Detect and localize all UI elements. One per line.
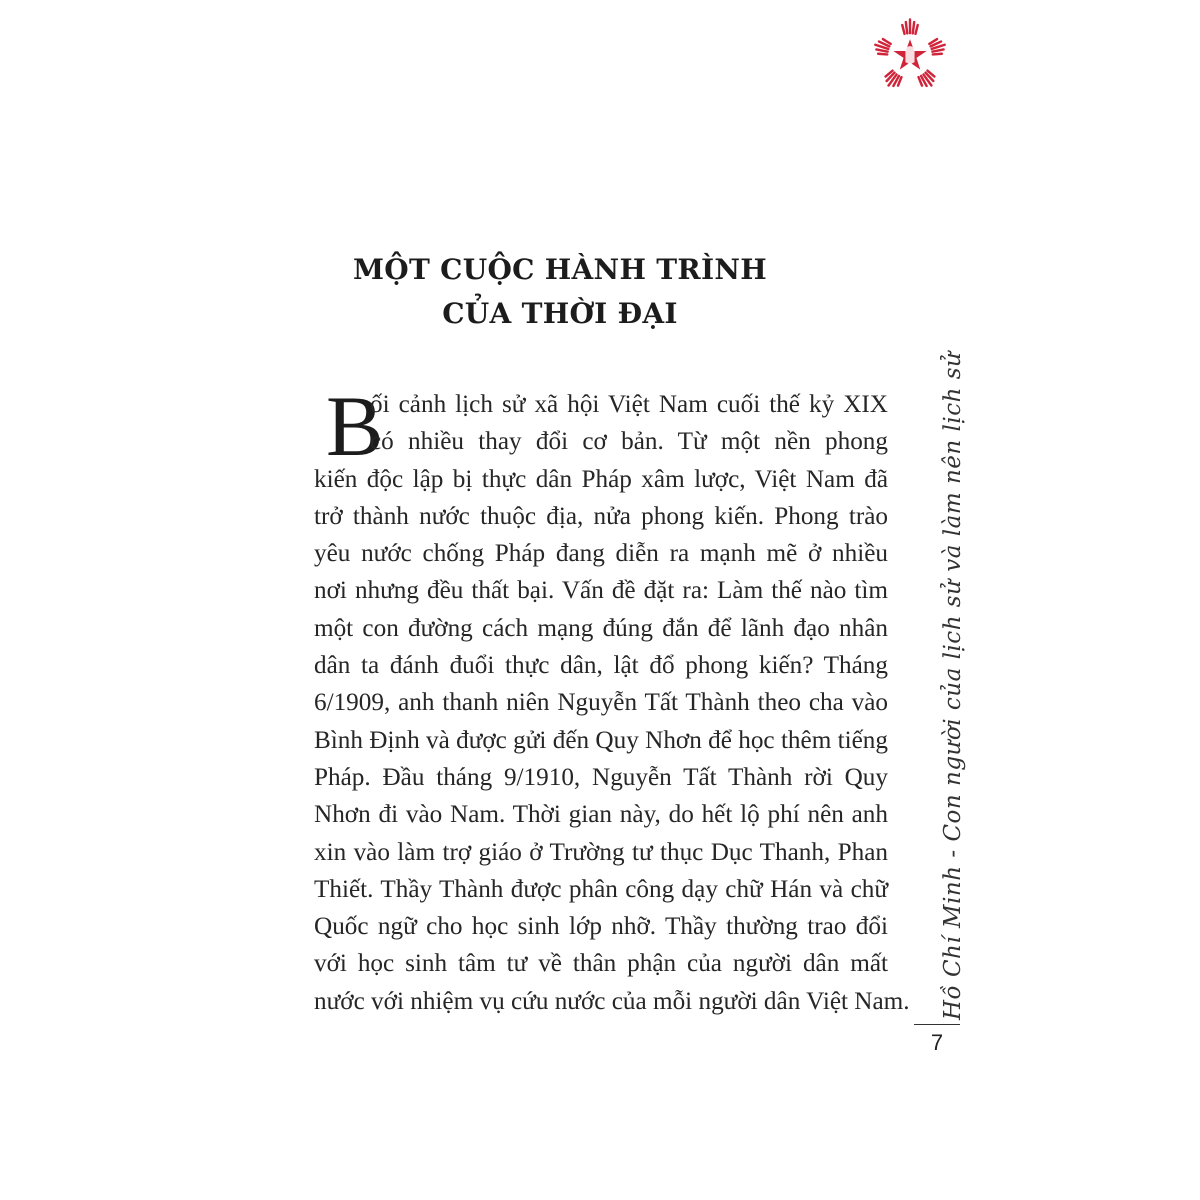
body-paragraph (314, 378, 910, 1020)
body-line: có nhiều thay đổi cơ bản. Từ một nền phong (370, 428, 888, 456)
body-line: Pháp. Đầu tháng 9/1910, Nguyễn Tất Thành rời Quy (314, 763, 888, 791)
body-line: dân ta đánh đuổi thực dân, lật đổ phong kiến? Tháng (314, 652, 888, 680)
body-line: Quốc ngữ cho học sinh lớp nhỡ. Thầy thường trao đổi (314, 913, 888, 941)
body-line: kiến độc lập bị thực dân Pháp xâm lược, Việt Nam đã (314, 465, 888, 493)
body-line: Thiết. Thầy Thành được phân công dạy chữ Hán và chữ (314, 875, 888, 903)
drop-cap: B (326, 378, 384, 474)
chapter-title (300, 248, 820, 336)
body-line: xin vào làm trợ giáo ở Trường tư thục Dục Thanh, Phan (314, 838, 888, 866)
red-star-emblem-icon (872, 18, 948, 94)
body-line: một con đường cách mạng đúng đắn để lãnh đạo nhân (314, 614, 888, 642)
body-line: Bình Định và được gửi đến Quy Nhơn để học thêm tiếng (314, 726, 888, 754)
page-number-rule (914, 1024, 960, 1025)
body-line: nước với nhiệm vụ cứu nước của mỗi người dân Việt Nam. (314, 987, 910, 1015)
body-line: với học sinh tâm tư về thân phận của người dân mất (314, 950, 888, 978)
chapter-title-line-2: CỦA THỜI ĐẠI (442, 297, 678, 330)
body-line: nơi nhưng đều thất bại. Vấn đề đặt ra: Làm thế nào tìm (314, 577, 888, 605)
body-line: Nhơn đi vào Nam. Thời gian này, do hết lộ phí nên anh (314, 801, 888, 829)
page-number: 7 (930, 1030, 944, 1055)
body-line: trở thành nước thuộc địa, nửa phong kiến. Phong trào (314, 502, 888, 530)
body-line: yêu nước chống Pháp đang diễn ra mạnh mẽ ở nhiều (314, 540, 888, 568)
chapter-title-line-1: MỘT CUỘC HÀNH TRÌNH (352, 253, 768, 286)
body-line: ối cảnh lịch sử xã hội Việt Nam cuối thế kỷ XIX (370, 391, 888, 418)
body-line: 6/1909, anh thanh niên Nguyễn Tất Thành theo cha vào (314, 689, 888, 717)
running-title: Hồ Chí Minh - Con người của lịch sử và làm nên lịch sử (940, 351, 966, 1020)
